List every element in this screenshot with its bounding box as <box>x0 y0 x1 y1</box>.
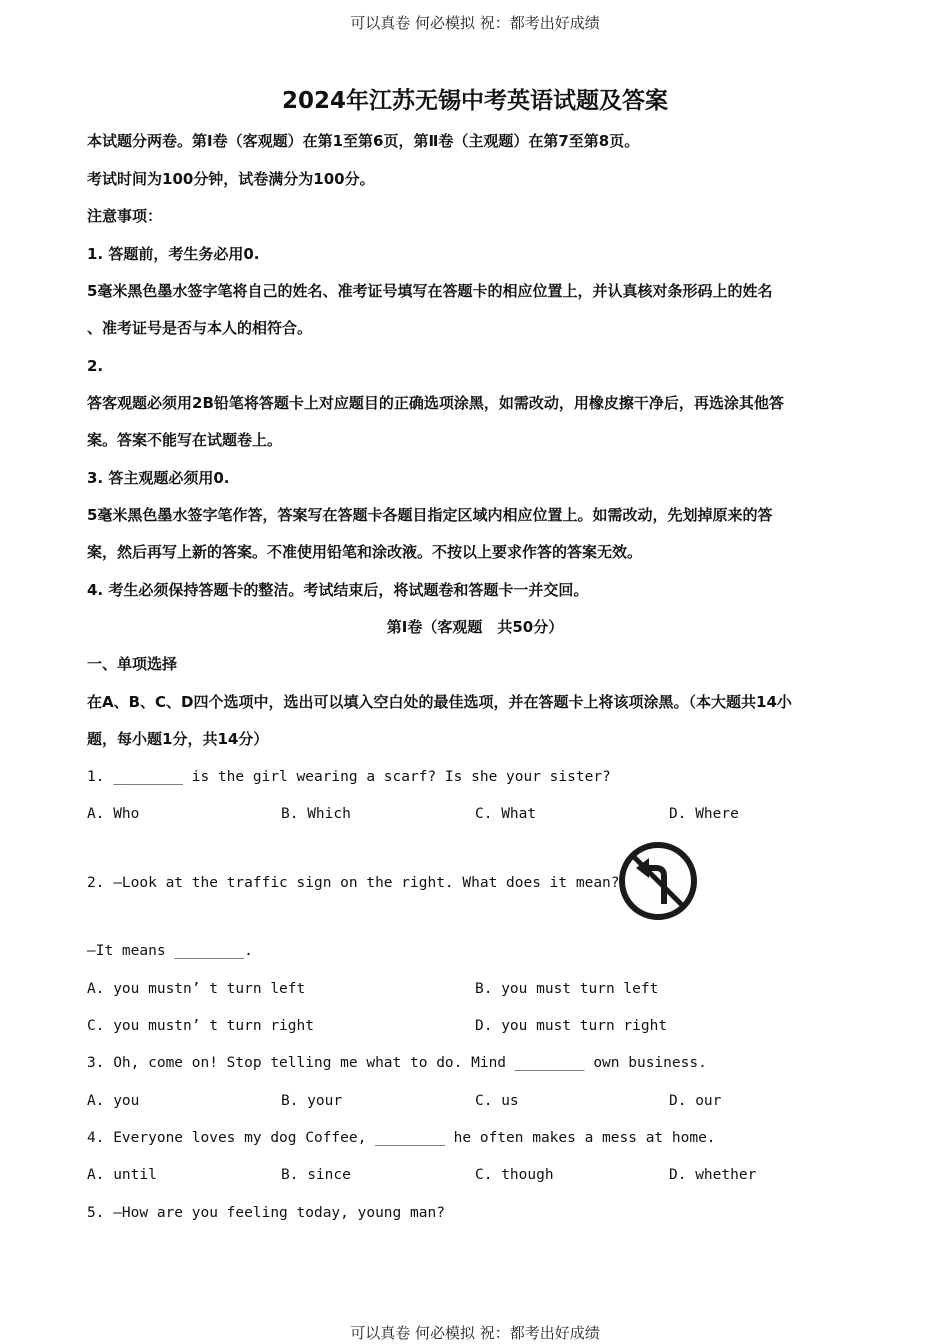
notice-item-2: 2. <box>87 357 104 375</box>
q5-stem: 5. —How are you feeling today, young man? <box>87 1205 445 1221</box>
q1-stem: 1. ________ is the girl wearing a scarf? Is she your sister? <box>87 769 611 785</box>
q2-option-b: B. you must turn left <box>475 981 659 997</box>
q3-option-a: A. you <box>87 1093 140 1109</box>
notice-item-3-cont: 5毫米黑色墨水签字笔作答，答案写在答题卡各题目指定区域内相应位置上。如需改动，先划掉原来的答 <box>87 506 773 524</box>
notice-heading: 注意事项： <box>87 207 163 225</box>
q2-stem: 2. —Look at the traffic sign on the right. What does it mean? <box>87 875 620 891</box>
section1-heading: 一、单项选择 <box>87 655 178 673</box>
notice-item-3-cont-2: 案，然后再写上新的答案。不准使用铅笔和涂改液。不按以上要求作答的答案无效。 <box>87 543 643 561</box>
q2-option-c: C. you mustn’ t turn right <box>87 1018 314 1034</box>
q1-option-a: A. Who <box>87 806 140 822</box>
q4-stem: 4. Everyone loves my dog Coffee, ________ he often makes a mess at home. <box>87 1130 716 1146</box>
notice-item-2-cont-2: 案。答案不能写在试题卷上。 <box>87 431 283 449</box>
q3-option-b: B. your <box>281 1093 343 1109</box>
section1-instructions-cont: 题，每小题1分，共14分） <box>87 730 269 748</box>
q2-response: —It means ________. <box>87 943 253 959</box>
notice-item-4: 4. 考生必须保持答题卡的整洁。考试结束后，将试题卷和答题卡一并交回。 <box>87 581 589 599</box>
no-left-turn-sign-icon <box>617 842 699 920</box>
q4-option-b: B. since <box>281 1167 351 1183</box>
q4-option-c: C. though <box>475 1167 554 1183</box>
q4-option-a: A. until <box>87 1167 157 1183</box>
notice-item-1-cont: 5毫米黑色墨水签字笔将自己的姓名、准考证号填写在答题卡的相应位置上，并认真核对条形码上的姓名 <box>87 282 773 300</box>
page-header: 可以真卷 何必模拟 祝：都考出好成绩 <box>350 14 600 32</box>
q3-stem: 3. Oh, come on! Stop telling me what to do. Mind ________ own business. <box>87 1055 707 1071</box>
q1-option-b: B. Which <box>281 806 351 822</box>
q2-option-a: A. you mustn’ t turn left <box>87 981 306 997</box>
page-title: 2024年江苏无锡中考英语试题及答案 <box>281 88 668 114</box>
q2-option-d: D. you must turn right <box>475 1018 668 1034</box>
part1-heading: 第Ⅰ卷（客观题 共50分） <box>386 618 564 636</box>
q3-option-d: D. our <box>669 1093 722 1109</box>
q4-option-d: D. whether <box>669 1167 757 1183</box>
notice-item-1-cont-2: 、准考证号是否与本人的相符合。 <box>87 319 313 337</box>
notice-item-1: 1. 答题前，考生务必用0. <box>87 245 260 263</box>
q1-option-d: D. Where <box>669 806 739 822</box>
section1-instructions: 在A、B、C、D四个选项中，选出可以填入空白处的最佳选项，并在答题卡上将该项涂黑。（本大题共14小 <box>87 693 792 711</box>
intro-line-1: 本试题分两卷。第Ⅰ卷（客观题）在第1至第6页，第Ⅱ卷（主观题）在第7至第8页。 <box>87 132 640 150</box>
q1-option-c: C. What <box>475 806 537 822</box>
q3-option-c: C. us <box>475 1093 519 1109</box>
intro-line-2: 考试时间为100分钟，试卷满分为100分。 <box>87 170 375 188</box>
notice-item-3: 3. 答主观题必须用0. <box>87 469 230 487</box>
page-footer: 可以真卷 何必模拟 祝：都考出好成绩 <box>350 1324 600 1342</box>
notice-item-2-cont: 答客观题必须用2B铅笔将答题卡上对应题目的正确选项涂黑，如需改动，用橡皮擦干净后，再选涂其他答 <box>87 394 784 412</box>
